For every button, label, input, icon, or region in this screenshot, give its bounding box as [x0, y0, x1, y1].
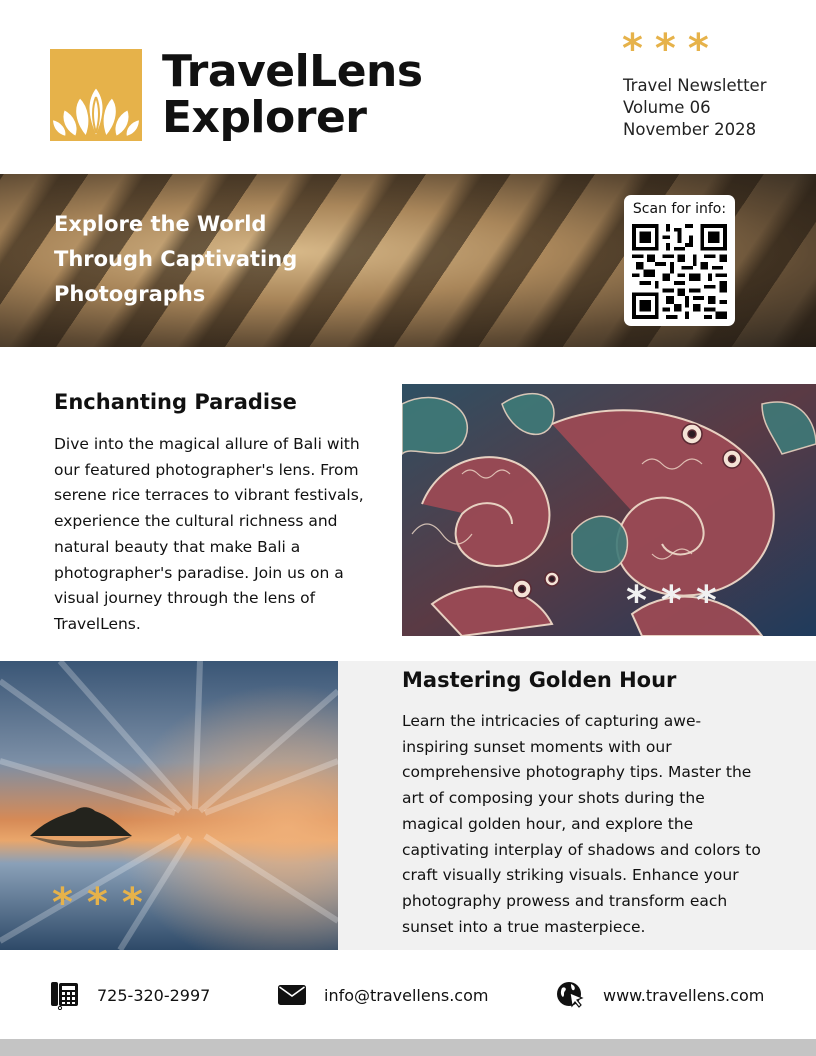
section-body: Learn the intricacies of capturing awe-inspiring sunset moments with our comprehensive photography tips. Master the art of composing your shots during the magical golden hour, and explore the captivating interplay of shadows and colors to craft visually striking visuals. Enhance your photography prowess and transform each sunset into a true masterpiece.	[402, 712, 761, 936]
newsletter-kind: Travel Newsletter	[623, 76, 767, 95]
globe-cursor-icon	[556, 980, 586, 1010]
email-address: info@travellens.com	[324, 985, 489, 1005]
phone-number: 725-320-2997	[97, 985, 211, 1005]
footer-bar	[0, 1039, 816, 1056]
qr-code[interactable]	[632, 224, 727, 319]
section-heading: Enchanting Paradise	[54, 390, 297, 414]
image-stars: ***	[626, 578, 731, 624]
qr-card[interactable]	[624, 195, 735, 326]
page-title	[162, 46, 423, 143]
hero-banner	[0, 174, 816, 347]
banner-line: Through Captivating	[54, 247, 298, 271]
newsletter-volume: Volume 06	[623, 98, 711, 117]
qr-label: Scan for info:	[632, 201, 727, 217]
title-line-2: Explorer	[162, 92, 367, 143]
section-heading: Mastering Golden Hour	[402, 668, 677, 692]
contact-website[interactable]	[556, 980, 764, 1010]
envelope-icon	[277, 980, 307, 1010]
batik-art-image	[402, 384, 816, 636]
website-url: www.travellens.com	[603, 985, 765, 1005]
title-line-1: TravelLens	[162, 46, 423, 97]
section-body: Dive into the magical allure of Bali with our featured photographer's lens. From serene rice terraces to vibrant festivals, experience the cultural richness and natural beauty that make Bali a photographer's paradise. Join us on a visual journey through the lens of TravelLens.	[54, 435, 364, 633]
phone-icon	[50, 980, 80, 1010]
contact-email[interactable]	[277, 980, 488, 1010]
decoration-stars: ***	[622, 26, 721, 72]
contact-phone[interactable]	[50, 980, 210, 1010]
banner-line: Explore the World	[54, 212, 267, 236]
lotus-logo-icon	[50, 49, 142, 141]
newsletter-date: November 2028	[623, 120, 757, 139]
sunset-island-image	[0, 661, 338, 950]
newsletter-meta	[623, 75, 767, 141]
banner-headline	[54, 207, 297, 312]
banner-line: Photographs	[54, 282, 206, 306]
image-stars: ***	[52, 880, 157, 926]
